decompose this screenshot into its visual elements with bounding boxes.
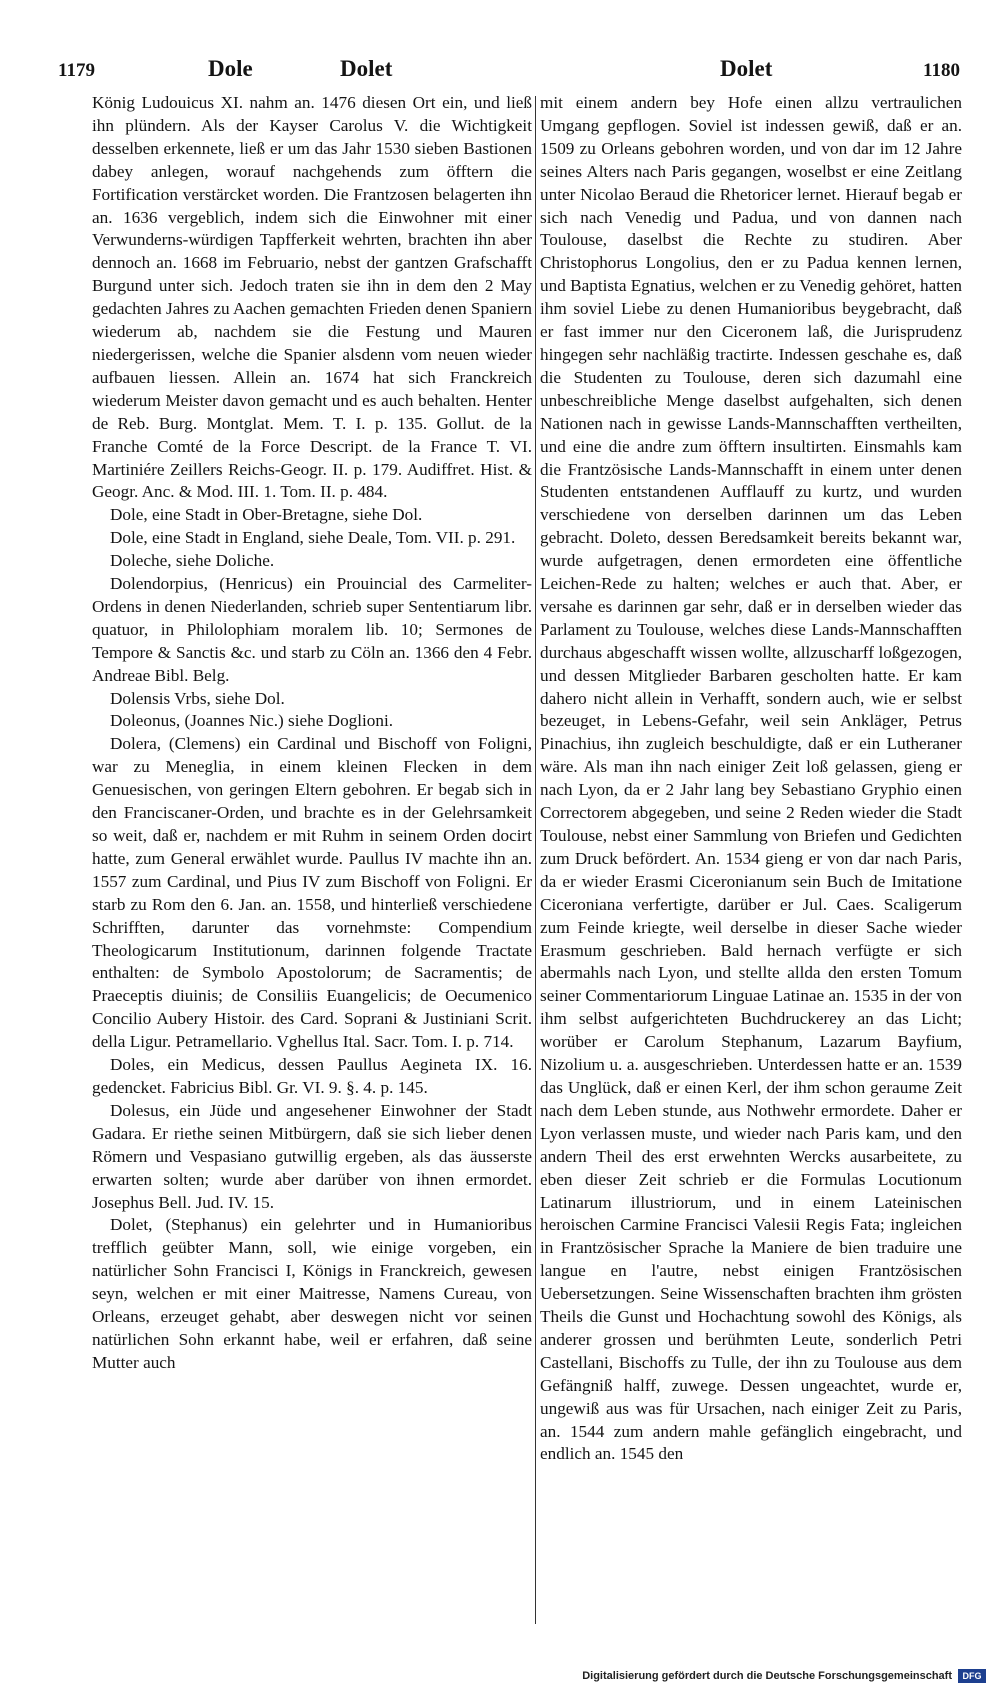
entry-doleche: Doleche, siehe Doliche. (110, 551, 275, 571)
page-number-right: 1180 (923, 60, 960, 81)
footer-text: Digitalisierung gefördert durch die Deutsche Forschungsgemeinschaft (582, 1670, 952, 1682)
entry-dole-continued: König Ludouicus XI. nahm an. 1476 diesen Ort ein, und ließ ihn plündern. Als der Kayser Carolus V. die Wichtigkeit desselben erkennete, ließ er um das Jahr 1530 sieben Bastionen dabey anlegen, worauf nachgehends zum öfftern die Fortification verstärcket worden. Die Frantzosen belagerten ihn an. 1636 vergeblich, indem sich die Einwohner mit einer Verwunderns-würdigen Tapfferkeit wehrten, brachten ihn aber dennoch an. 1668 im Februario, nebst der gantzen Grafschafft Burgund unter sich. Jedoch traten sie ihn in dem den 2 May gedachten Jahres zu Aachen gemachten Frieden denen Spaniern wiederum ab, nachdem sie die Festung und Mauren niedergerissen, welche die Spanier alsdenn vom neuen wieder aufbauen liessen. Allein an. 1674 hat sich Franckreich wiederum Meister davon gemacht und es auch behalten. Henter de Reb. Burg. Montglat. Mem. T. I. p. 135. Gollut. de la Franche Comté de la Force Descript. de la France T. VI. Martiniére Zeillers Reichs-Geogr. II. p. 179. Audiffret. Hist. & Geogr. Anc. & Mod. III. 1. Tom. II. p. 484. (92, 93, 532, 502)
entry-dole-england: Dole, eine Stadt in England, siehe Deale, Tom. VII. p. 291. (110, 528, 516, 548)
headword-left-2: Dolet (340, 56, 393, 81)
entry-dolesus: Dolesus, ein Jüde und angesehener Einwohner der Stadt Gadara. Er riethe seinen Mitbürgern, daß sie sich lieber denen Römern und Vespasiano gutwillig ergeben, als das äusserste erwarten solten; wurde aber darüber von ihnen ermordet. Josephus Bell. Jud. IV. 15. (92, 1100, 532, 1212)
entry-dolensis-vrbs: Dolensis Vrbs, siehe Dol. (110, 688, 285, 708)
right-column (540, 92, 962, 1466)
headword-left-1: Dole (208, 56, 253, 81)
left-column (92, 92, 532, 1375)
entry-dole-bretagne: Dole, eine Stadt in Ober-Bretagne, siehe Dol. (110, 505, 423, 525)
entry-dolet-continued: mit einem andern bey Hofe einen allzu vertraulichen Umgang gepflogen. Soviel ist indessen gewiß, daß er an. 1509 zu Orleans gebohren worden, und von dar im 12 Jahre seines Alters nach Paris gegangen, woselbst er eine Zeitlang unter Nicolao Beraud die Rhetoricer lernet. Hierauf begab er sich nach Venedig und Padua, und von dannen nach Toulouse, daselbst die Rechte zu studiren. Aber Christophorus Longolius, den er zu Padua kennen lernen, und Baptista Egnatius, welchen er zu Venedig gehöret, hatten ihm soviel Liebe zu denen Humanioribus beygebracht, daß er fast immer nur den Ciceronem laß, die Jurisprudenz hingegen sehr nachläßig tractirte. Indessen geschahe es, daß die Studenten zu Toulouse, deren sich dazumahl eine unbeschreibliche Menge daselbst aufgehalten, sich denen Nationen nach in gewisse Lands-Mannschafften vertheilten, und eine die andre zum öfftern insultirten. Einsmahls kam die Frantzösische Lands-Mannschafft in einem unter denen Studenten entstandenen Aufflauff zu kurtz, und wurden verschiedene von derselben darinnen um das Leben gebracht. Doleto, dessen Beredsamkeit bereits bekannt war, wurde aufgetragen, denen ermordeten eine öffentliche Leichen-Rede zu halten; welches er auch that. Aber, er versahe es darinnen gar sehr, daß er in derselben wieder das Parlament zu Toulouse, welches diese Lands-Mannschafften durchaus abgeschafft wissen wollte, allzuscharff loßgezogen, und dessen Mitglieder Barbaren gescholten hatte. Er kam dahero nicht allein in Verhafft, sondern auch, wie er selbst bezeuget, in Lebens-Gefahr, weil sein Ankläger, Petrus Pinachius, ihn zugleich beschuldigte, daß er ein Lutheraner wäre. Als man ihn nach einiger Zeit loß gelassen, gieng er nach Lyon, da er 2 Jahr lang bey Sebastiano Gryphio einen Correctorem abgegeben, und seine 2 Reden wieder die Stadt Toulouse, nebst einer Sammlung von Briefen und Gedichten zum Druck befördert. An. 1534 gieng er von dar nach Paris, da er wieder Erasmi Ciceronianum sein Buch de Imitatione Ciceroniana verfertigte, darüber er Jul. Caes. Scaligerum zum Feinde kriegte, weil derselbe in dieser Sache wieder Erasmum geschrieben. Bald hernach verfügte er sich abermahls nach Lyon, und stellte allda den ersten Tomum seiner Commentariorum Linguae Latinae an. 1535 in der von ihm selbst aufgerichteten Buchdruckerey an das Licht; worüber er Carolum Stephanum, Lazarum Bayfium, Nizolium u. a. ausgeschrieben. Unterdessen hatte er an. 1539 das Unglück, daß er einen Kerl, der ihm schon geraume Zeit nach dem Leben stunde, aus Nothwehr ermordete. Daher er Lyon verlassen muste, und wieder nach Paris kam, und den andern Theil des erst erwehnten Wercks ausarbeitete, zu eben dieser Zeit schrieb er die Formulas Locutionum Latinarum illustriorum, und in einem Lateinischen heroischen Carmine Francisci Valesii Regis Fata; ingleichen in Frantzösischer Sprache la Maniere de bien traduire une langue en l'autre, nebst einigen Frantzösischen Uebersetzungen. Seine Wissenschaften brachten ihm grösten Theils die Gunst und Hochachtung sowohl des Königs, als anderer grossen und berühmten Leute, sonderlich Petri Castellani, Bischoffs zu Tulle, der ihn zu Toulouse aus dem Gefängniß halff, zuwege. Dessen ungeachtet, wurde er, ungewiß aus was für Ursachen, nach einiger Zeit zu Paris, an. 1544 zum andern mahle gefänglich eingebracht, und endlich an. 1545 den (540, 93, 962, 1464)
running-header (58, 56, 968, 90)
headword-right: Dolet (720, 56, 773, 81)
dfg-logo-icon: DFG (958, 1669, 986, 1683)
column-divider (535, 96, 536, 1624)
entry-doles: Doles, ein Medicus, dessen Paullus Aegineta IX. 16. gedencket. Fabricius Bibl. Gr. VI. 9. §. 4. p. 145. (92, 1055, 532, 1097)
entry-dolet: Dolet, (Stephanus) ein gelehrter und in Humanioribus trefflich geübter Mann, soll, wie einige vorgeben, ein natürlicher Sohn Francisci I, Königs in Franckreich, gewesen seyn, welchen er mit einer Maitresse, Namens Cureau, von Orleans, erzeuget gehabt, aber deswegen nicht vor seinen natürlichen Sohn erkannt habe, weil er erfahren, daß seine Mutter auch (92, 1215, 532, 1372)
page-number-left: 1179 (58, 60, 95, 81)
entry-dolendorpius: Dolendorpius, (Henricus) ein Prouincial des Carmeliter-Ordens in denen Niederlanden, schrieb super Sententiarum libr. quatuor, in Philolophiam moralem lib. 10; Sermones de Tempore & Sanctis &c. und starb zu Cöln an. 1366 den 4 Febr. Andreae Bibl. Belg. (92, 574, 532, 685)
entry-doleonus: Doleonus, (Joannes Nic.) siehe Doglioni. (110, 711, 394, 731)
entry-dolera: Dolera, (Clemens) ein Cardinal und Bischoff von Foligni, war zu Meneglia, in einem kleinen Flecken in dem Genuesischen, von geringen Eltern gebohren. Er begab sich in den Franciscaner-Orden, und brachte es in der Gelehrsamkeit so weit, daß er, nachdem er mit Ruhm in seinem Orden docirt hatte, zum General erwählet wurde. Paullus IV machte ihn an. 1557 zum Cardinal, und Pius IV zum Bischoff von Foligni. Er starb zu Rom den 6. Jan. an. 1558, und hinterließ verschiedene Schrifften, darunter das vornehmste: Compendium Theologicarum Institutionum, darinnen folgende Tractate enthalten: de Symbolo Apostolorum; de Sacramentis; de Praeceptis diuinis; de Consiliis Euangelicis; de Oecumenico Concilio Aubery Histoir. des Card. Soprani & Justiniani Scrit. della Ligur. Petramellario. Vghellus Ital. Sacr. Tom. I. p. 714. (92, 734, 532, 1052)
digitization-footer (582, 1668, 986, 1684)
